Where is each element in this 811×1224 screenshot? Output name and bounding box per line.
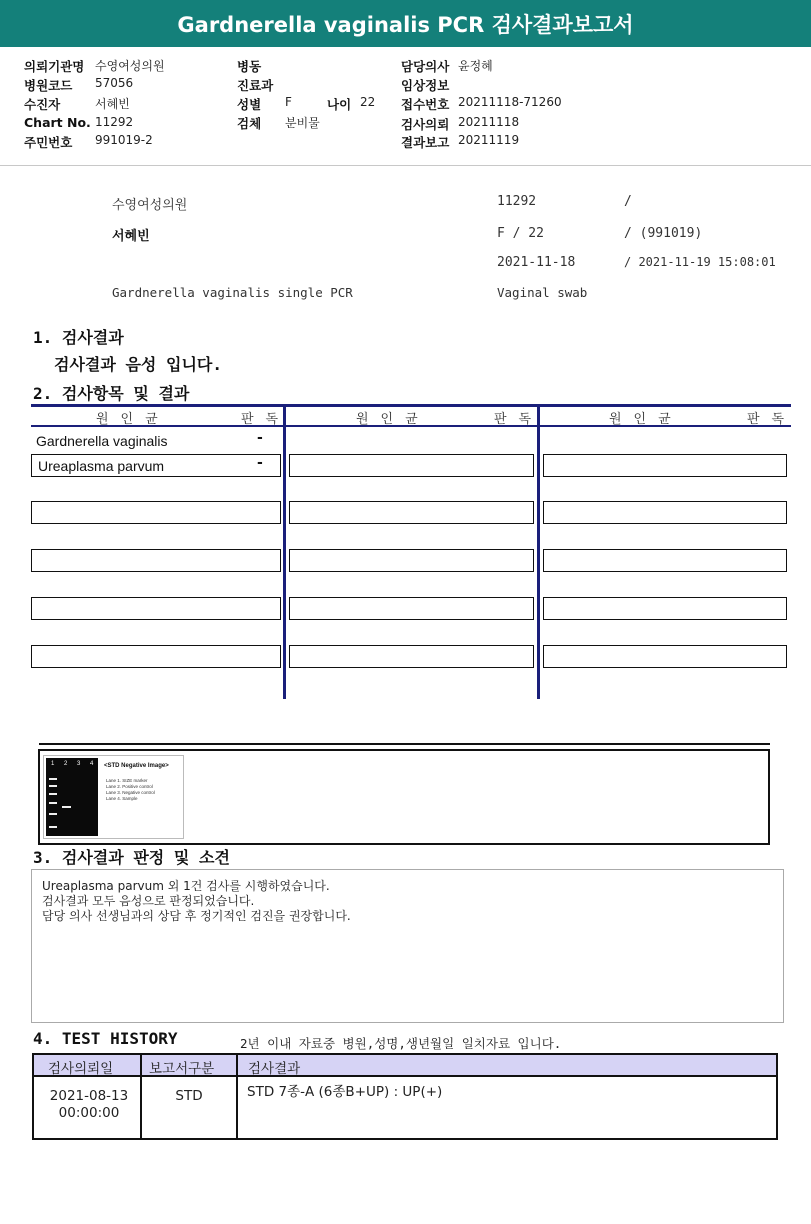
header-value: 20211119 xyxy=(458,133,520,147)
result-box xyxy=(543,645,787,668)
col-judge-header: 판독 xyxy=(747,412,797,427)
header-label: 의뢰기관명 xyxy=(24,59,85,74)
info-received: 2021-11-18 xyxy=(497,255,576,270)
header-value: 991019-2 xyxy=(95,133,153,147)
col-organism-header: 원인균 xyxy=(356,412,430,427)
header-label: 접수번호 xyxy=(401,97,450,112)
history-header-result: 검사결과 xyxy=(248,1061,301,1077)
header-value: 20211118 xyxy=(458,115,520,129)
report-title: Gardnerella vaginalis PCR 검사결과보고서 xyxy=(177,12,634,37)
result-judgement: - xyxy=(257,430,263,446)
header-value: 서혜빈 xyxy=(95,97,130,111)
lane-number: 1 xyxy=(51,761,55,767)
column-divider xyxy=(537,404,540,699)
history-header-date: 검사의뢰일 xyxy=(48,1061,114,1077)
info-sex-age: F / 22 xyxy=(497,226,544,241)
header-value: F xyxy=(285,95,292,109)
result-judgement: - xyxy=(257,455,263,471)
info-chart-sep: / xyxy=(624,194,632,209)
result-box xyxy=(543,597,787,620)
gel-title: <STD Negative Image> xyxy=(104,763,169,769)
lane-number: 3 xyxy=(77,761,81,767)
report-header xyxy=(0,47,811,166)
col-judge-header: 판독 xyxy=(241,412,291,427)
history-header-type: 보고서구분 xyxy=(149,1061,215,1077)
header-label: 결과보고 xyxy=(401,135,450,150)
section1-summary: 검사결과 음성 입니다. xyxy=(54,355,223,374)
col-organism-header: 원인균 xyxy=(96,412,170,427)
gel-photo xyxy=(46,758,98,836)
header-label: 검체 xyxy=(237,116,262,131)
header-label: 검사의뢰 xyxy=(401,117,450,132)
result-box xyxy=(543,454,787,477)
result-organism: Gardnerella vaginalis xyxy=(36,433,168,449)
history-header-row xyxy=(34,1055,776,1077)
result-box xyxy=(543,501,787,524)
header-label: 주민번호 xyxy=(24,135,73,150)
section2-title: 2. 검사항목 및 결과 xyxy=(33,384,190,403)
section4-title: 4. TEST HISTORY xyxy=(33,1029,178,1048)
header-label: 병동 xyxy=(237,59,262,74)
col-organism-header: 원인균 xyxy=(609,412,683,427)
info-patient: 서혜빈 xyxy=(112,229,150,244)
info-specimen: Vaginal swab xyxy=(497,285,588,300)
header-label: 나이 xyxy=(327,97,352,112)
history-time: 00:00:00 xyxy=(58,1105,120,1121)
result-box xyxy=(289,501,534,524)
header-label: 수진자 xyxy=(24,97,61,112)
lane-number: 2 xyxy=(64,761,68,767)
info-reported: / 2021-11-19 15:08:01 xyxy=(624,255,776,269)
header-label: 진료과 xyxy=(237,78,274,93)
header-label: 병원코드 xyxy=(24,78,73,93)
opinion-line: 검사결과 모두 음성으로 판정되었습니다. xyxy=(42,894,255,908)
info-chart: 11292 xyxy=(497,194,537,209)
history-result: STD 7종-A (6종B+UP) : UP(+) xyxy=(247,1084,443,1100)
opinion-box xyxy=(31,869,784,1023)
info-test: Gardnerella vaginalis single PCR xyxy=(112,285,353,300)
history-type: STD xyxy=(175,1088,203,1104)
header-label: 담당의사 xyxy=(401,59,450,74)
opinion-line: 담당 의사 선생님과의 상담 후 정기적인 검진을 권장합니다. xyxy=(42,909,351,923)
header-label: Chart No. xyxy=(24,115,91,130)
history-note: 2년 이내 자료중 병원,성명,생년월일 일치자료 입니다. xyxy=(240,1036,562,1051)
result-organism: Ureaplasma parvum xyxy=(38,458,165,474)
result-box xyxy=(289,454,534,477)
result-box xyxy=(289,549,534,572)
info-ssn: / (991019) xyxy=(624,226,703,241)
header-value: 57056 xyxy=(95,76,134,90)
image-top-rule xyxy=(39,743,770,745)
result-box xyxy=(289,597,534,620)
result-box xyxy=(543,549,787,572)
gel-lane-desc: Lane 4. Sample xyxy=(106,796,138,801)
header-value: 수영여성의원 xyxy=(95,59,165,73)
lane-number: 4 xyxy=(90,761,94,767)
result-box xyxy=(289,645,534,668)
gel-lane-desc: Lane 2. Positive control xyxy=(106,784,153,789)
info-hospital: 수영여성의원 xyxy=(112,198,188,213)
table-top-rule xyxy=(31,404,791,407)
result-box xyxy=(31,597,281,620)
header-value: 11292 xyxy=(95,115,134,129)
column-divider xyxy=(283,404,286,699)
report-title-banner xyxy=(0,0,811,47)
opinion-line: Ureaplasma parvum 외 1건 검사를 시행하였습니다. xyxy=(42,879,330,893)
header-value: 윤정혜 xyxy=(458,59,493,73)
header-value: 분비물 xyxy=(285,116,320,130)
section1-title: 1. 검사결과 xyxy=(33,328,124,347)
gel-lane-desc: Lane 1. SIZE marker xyxy=(106,778,148,783)
history-date: 2021-08-13 xyxy=(49,1088,129,1104)
header-label: 성별 xyxy=(237,97,262,112)
result-box xyxy=(31,549,281,572)
header-label: 임상정보 xyxy=(401,78,450,93)
header-value: 22 xyxy=(360,95,376,109)
history-col-divider xyxy=(236,1055,238,1138)
result-box xyxy=(31,501,281,524)
col-judge-header: 판독 xyxy=(494,412,544,427)
gel-lane-desc: Lane 3. Negative control xyxy=(106,790,155,795)
section3-title: 3. 검사결과 판정 및 소견 xyxy=(33,848,230,867)
history-table xyxy=(32,1053,778,1140)
header-value: 20211118-71260 xyxy=(458,95,562,109)
result-box xyxy=(31,645,281,668)
gel-image xyxy=(43,755,184,839)
